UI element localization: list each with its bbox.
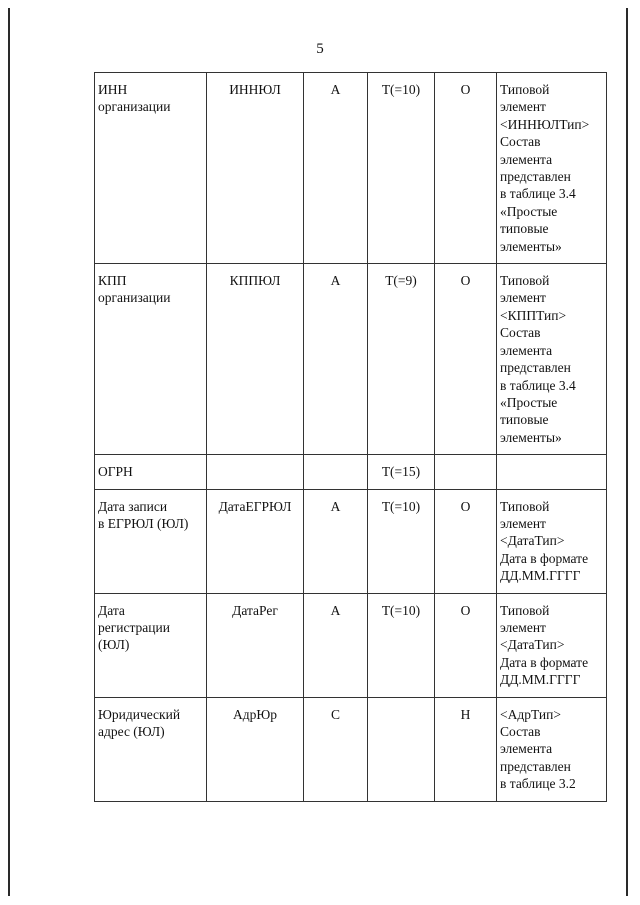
element-description-cell-line: представлен <box>500 758 571 774</box>
element-type-cell: А <box>304 264 368 455</box>
element-description-cell-line: элемента <box>500 151 553 167</box>
element-tag-cell: АдрЮр <box>207 697 304 801</box>
element-required-cell: О <box>435 264 497 455</box>
element-description-cell <box>497 455 607 489</box>
element-description-cell-line: элемент <box>500 515 546 531</box>
element-description-cell-line: элемента <box>500 342 553 358</box>
element-name-cell-line: Дата <box>98 602 125 618</box>
element-description-cell-line: в таблице 3.4 <box>500 377 576 393</box>
element-description-cell-line: в таблице 3.4 <box>500 186 576 202</box>
table-row <box>95 489 607 593</box>
element-required-cell: О <box>435 593 497 697</box>
element-name-cell <box>95 264 207 455</box>
element-format-cell: T(=9) <box>368 264 435 455</box>
element-description-cell <box>497 73 607 264</box>
element-type-cell: С <box>304 697 368 801</box>
element-tag-cell: КППЮЛ <box>207 264 304 455</box>
element-name-cell <box>95 489 207 593</box>
element-name-cell-line: ОГРН <box>98 464 133 480</box>
element-description-cell-line: Типовой <box>500 82 550 97</box>
element-description-cell-line: элемента <box>500 741 553 757</box>
element-description-cell-line: элемент <box>500 290 546 306</box>
element-name-cell <box>95 593 207 697</box>
element-description-cell <box>497 697 607 801</box>
element-description-cell-line: типовые <box>500 221 549 237</box>
page-number: 5 <box>316 41 324 57</box>
table-row <box>95 697 607 801</box>
element-tag-cell: ИННЮЛ <box>207 73 304 264</box>
element-format-cell: T(=10) <box>368 489 435 593</box>
element-name-cell-line: ИНН <box>98 82 128 97</box>
element-description-cell-line: ДД.ММ.ГГГГ <box>500 672 581 688</box>
element-format-cell: T(=10) <box>368 73 435 264</box>
element-description-cell-line: типовые <box>500 412 549 428</box>
element-type-cell: А <box>304 73 368 264</box>
element-name-cell-line: (ЮЛ) <box>98 637 130 653</box>
element-description-cell-line: <КППТип> <box>500 307 567 323</box>
table-row <box>95 264 607 455</box>
element-description-cell-line: Типовой <box>500 273 550 289</box>
element-required-cell: О <box>435 73 497 264</box>
element-name-cell-line: адрес (ЮЛ) <box>98 724 165 739</box>
element-name-cell <box>95 455 207 489</box>
element-description-cell-line: элемент <box>500 619 546 635</box>
element-required-cell <box>435 455 497 489</box>
element-table <box>94 72 607 802</box>
element-name-cell-line: регистрации <box>98 619 170 635</box>
element-description-cell-line: Дата в формате <box>500 654 589 670</box>
element-type-cell <box>304 455 368 489</box>
table-row <box>95 455 607 489</box>
element-description-cell-line: Состав <box>500 134 541 150</box>
element-description-cell-line: элемент <box>500 99 546 115</box>
element-description-cell-line: <ДатаТип> <box>500 533 565 549</box>
element-format-cell: T(=10) <box>368 593 435 697</box>
element-description-cell-line: <АдрТип> <box>500 706 561 722</box>
element-tag-cell: ДатаЕГРЮЛ <box>207 489 304 593</box>
element-name-cell-line: Юридический <box>98 706 181 722</box>
element-name-cell-line: организации <box>98 290 171 306</box>
element-description-cell-line: <ДатаТип> <box>500 637 565 653</box>
element-description-cell-line: «Простые <box>500 203 558 219</box>
element-description-cell-line: элементы» <box>500 238 562 254</box>
element-tag-cell <box>207 455 304 489</box>
element-name-cell-line: организации <box>98 99 171 115</box>
element-name-cell-line: в ЕГРЮЛ (ЮЛ) <box>98 515 189 531</box>
element-description-cell-line: ДД.ММ.ГГГГ <box>500 568 581 584</box>
table-row <box>95 593 607 697</box>
element-description-cell-line: <ИННЮЛТип> <box>500 116 590 132</box>
element-description-cell-line: «Простые <box>500 394 558 410</box>
element-description-cell-line: Дата в формате <box>500 550 589 566</box>
element-format-cell <box>368 697 435 801</box>
element-description-cell <box>497 489 607 593</box>
element-description-cell-line: Типовой <box>500 498 550 514</box>
element-description-cell <box>497 264 607 455</box>
element-name-cell-line: Дата записи <box>98 498 168 514</box>
element-type-cell: А <box>304 593 368 697</box>
element-name-cell <box>95 73 207 264</box>
element-required-cell: Н <box>435 697 497 801</box>
element-required-cell: О <box>435 489 497 593</box>
element-description-cell <box>497 593 607 697</box>
element-description-cell-line: Типовой <box>500 602 550 618</box>
element-description-cell-line: Состав <box>500 724 541 739</box>
element-description-cell-line: представлен <box>500 169 571 185</box>
element-description-cell-line: элементы» <box>500 429 562 445</box>
element-description-cell-line: представлен <box>500 360 571 376</box>
element-format-cell: T(=15) <box>368 455 435 489</box>
element-name-cell-line: КПП <box>98 273 127 289</box>
table-row <box>95 73 607 264</box>
element-type-cell: А <box>304 489 368 593</box>
element-name-cell <box>95 697 207 801</box>
element-description-cell-line: Состав <box>500 325 541 341</box>
element-tag-cell: ДатаРег <box>207 593 304 697</box>
element-description-cell-line: в таблице 3.2 <box>500 776 576 792</box>
